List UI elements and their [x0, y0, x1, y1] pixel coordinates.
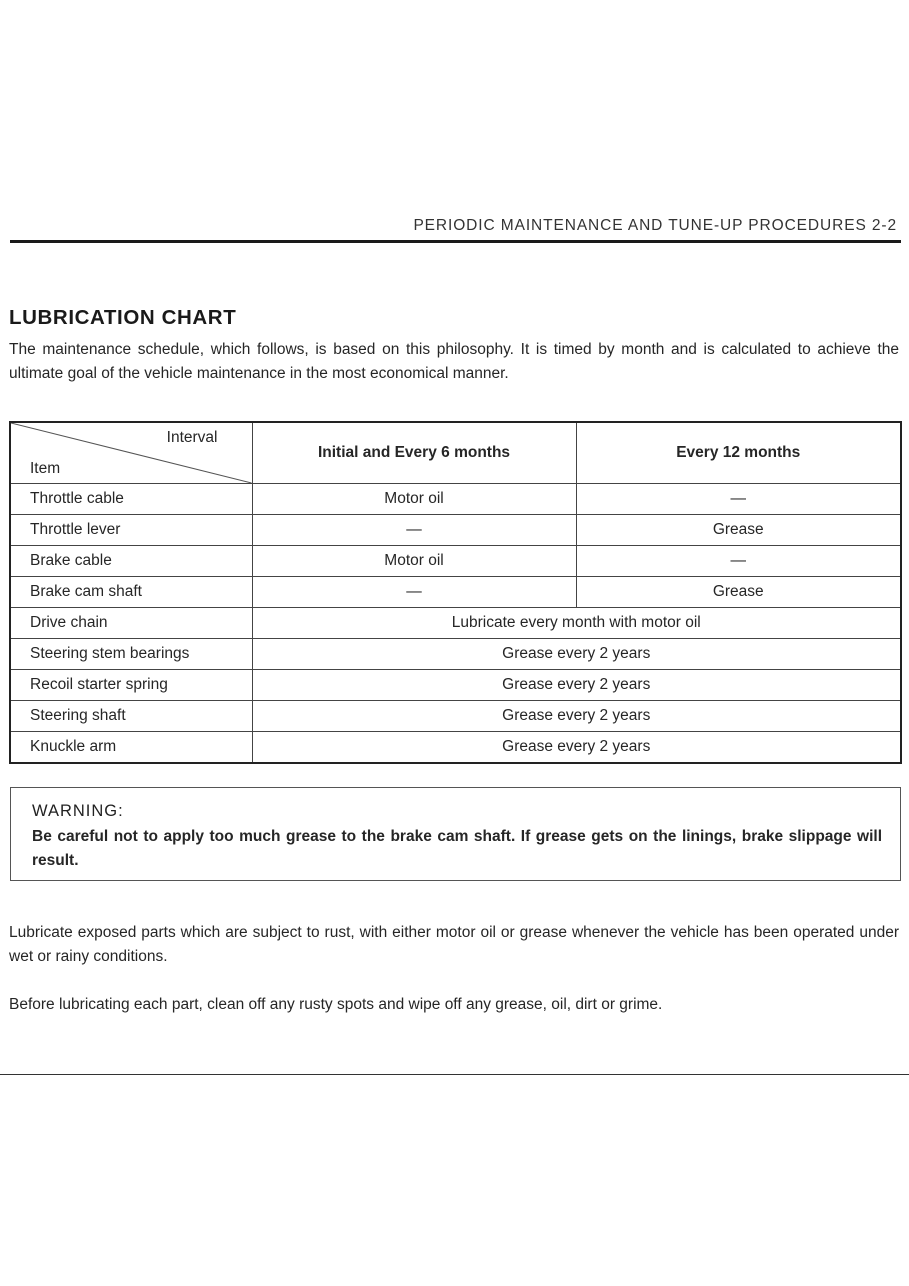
warning-title: WARNING: — [32, 802, 124, 820]
table-row — [10, 608, 901, 639]
every12-cell: Grease — [576, 577, 901, 608]
initial-cell: — — [252, 515, 576, 546]
lubrication-table — [9, 421, 902, 764]
initial-cell: Motor oil — [252, 546, 576, 577]
header-text: PERIODIC MAINTENANCE AND TUNE-UP PROCEDURES 2-2 — [413, 217, 897, 234]
corner-cell — [10, 422, 252, 484]
item-cell: Steering stem bearings — [10, 639, 252, 670]
section-title: LUBRICATION CHART — [9, 306, 237, 329]
table-row — [10, 639, 901, 670]
initial-cell: Motor oil — [252, 484, 576, 515]
table-row — [10, 546, 901, 577]
initial-cell: — — [252, 577, 576, 608]
span-cell: Grease every 2 years — [252, 670, 901, 701]
item-cell: Brake cable — [10, 546, 252, 577]
span-cell: Grease every 2 years — [252, 732, 901, 764]
every12-cell: — — [576, 484, 901, 515]
every12-cell: Grease — [576, 515, 901, 546]
warning-body: Be careful not to apply too much grease to the brake cam shaft. If grease gets on the linings, brake slippage will result. — [32, 828, 882, 869]
item-cell: Throttle lever — [10, 515, 252, 546]
every12-cell: — — [576, 546, 901, 577]
col-header-12-months: Every 12 months — [576, 422, 901, 484]
item-cell: Drive chain — [10, 608, 252, 639]
table-row — [10, 515, 901, 546]
table-header-row — [10, 422, 901, 484]
intro-paragraph: The maintenance schedule, which follows, is based on this philosophy. It is timed by month and is calculated to achieve the ultimate goal of the vehicle maintenance in the most economical manner. — [9, 341, 899, 382]
span-cell: Grease every 2 years — [252, 639, 901, 670]
table-row — [10, 577, 901, 608]
table-row — [10, 670, 901, 701]
col-header-initial: Initial and Every 6 months — [252, 422, 576, 484]
span-cell: Lubricate every month with motor oil — [252, 608, 901, 639]
table-row — [10, 701, 901, 732]
table-row — [10, 732, 901, 764]
item-cell: Throttle cable — [10, 484, 252, 515]
table-row — [10, 484, 901, 515]
paragraph-rust: Lubricate exposed parts which are subject to rust, with either motor oil or grease whenever the vehicle has been operated under wet or rainy conditions. — [9, 924, 899, 965]
warning-box — [10, 787, 901, 881]
item-cell: Recoil starter spring — [10, 670, 252, 701]
interval-label: Interval — [166, 429, 218, 446]
page-header — [10, 214, 901, 243]
item-cell: Steering shaft — [10, 701, 252, 732]
span-cell: Grease every 2 years — [252, 701, 901, 732]
paragraph-clean: Before lubricating each part, clean off any rusty spots and wipe off any grease, oil, dirt or grime. — [9, 996, 663, 1013]
page-bottom-rule — [0, 1074, 909, 1075]
item-label: Item — [30, 460, 61, 477]
item-cell: Knuckle arm — [10, 732, 252, 764]
item-cell: Brake cam shaft — [10, 577, 252, 608]
